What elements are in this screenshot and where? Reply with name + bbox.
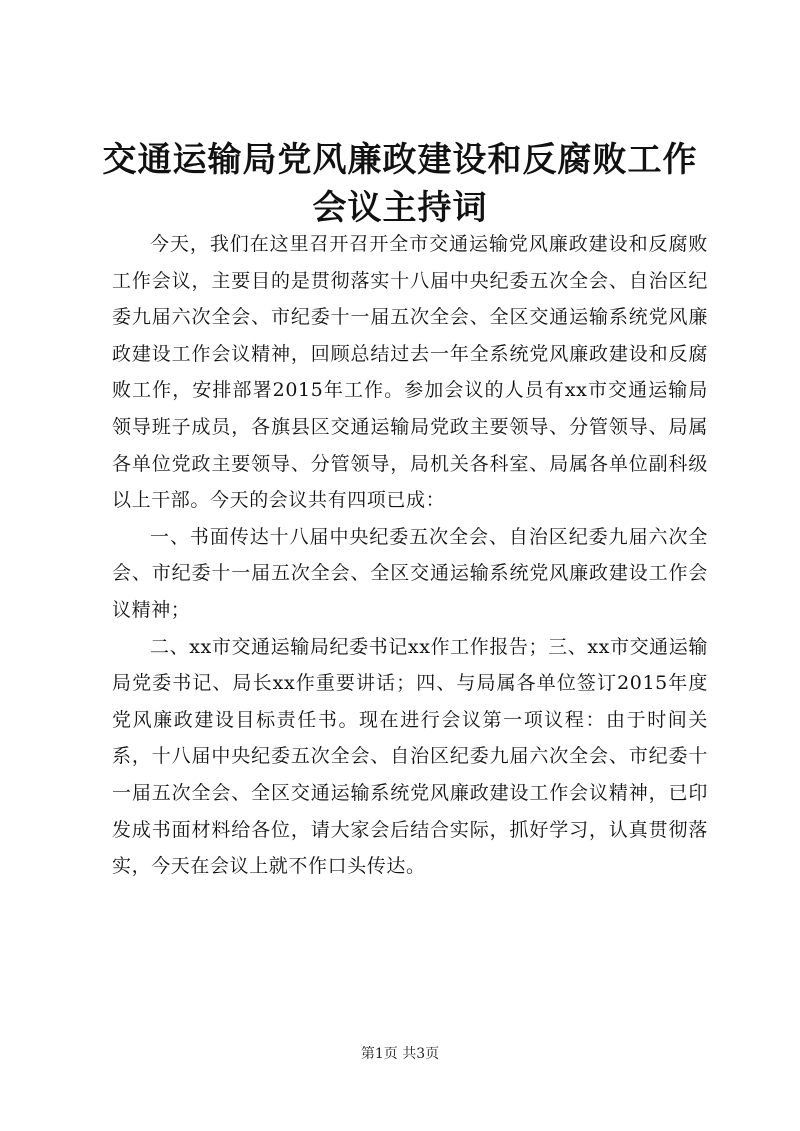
document-title: 交通运输局党风廉政建设和反腐败工作会议主持词 bbox=[102, 140, 698, 228]
page-number-footer: 第1页 共3页 bbox=[360, 1046, 440, 1062]
document-body bbox=[112, 226, 708, 885]
paragraph-agenda-items-2-4: 二、xx市交通运输局纪委书记xx作工作报告；三、xx市交通运输局党委书记、局长xx作重要讲话；四、与局属各单位签订2015年度党风廉政建设目标责任书。现在进行会议第一项议程：由于时间关系，十八届中央纪委五次全会、自治区纪委九届六次全会、市纪委十一届五次全会、全区交通运输系统党风廉政建设工作会议精神，已印发成书面材料给各位，请大家会后结合实际，抓好学习，认真贯彻落实，今天在会议上就不作口头传达。 bbox=[112, 635, 708, 878]
paragraph-opening: 今天，我们在这里召开召开全市交通运输党风廉政建设和反腐败工作会议，主要目的是贯彻落实十八届中央纪委五次全会、自治区纪委九届六次全会、市纪委十一届五次全会、全区交通运输系统党风廉政建设工作会议精神，回顾总结过去一年全系统党风廉政建设和反腐败工作，安排部署2015年工作。参加会议的人员有xx市交通运输局领导班子成员，各旗县区交通运输局党政主要领导、分管领导、局属各单位党政主要领导、分管领导，局机关各科室、局属各单位副科级以上干部。今天的会议共有四项已成： bbox=[112, 233, 708, 512]
paragraph-agenda-item-1: 一、书面传达十八届中央纪委五次全会、自治区纪委九届六次全会、市纪委十一届五次全会、全区交通运输系统党风廉政建设工作会议精神； bbox=[112, 525, 708, 621]
